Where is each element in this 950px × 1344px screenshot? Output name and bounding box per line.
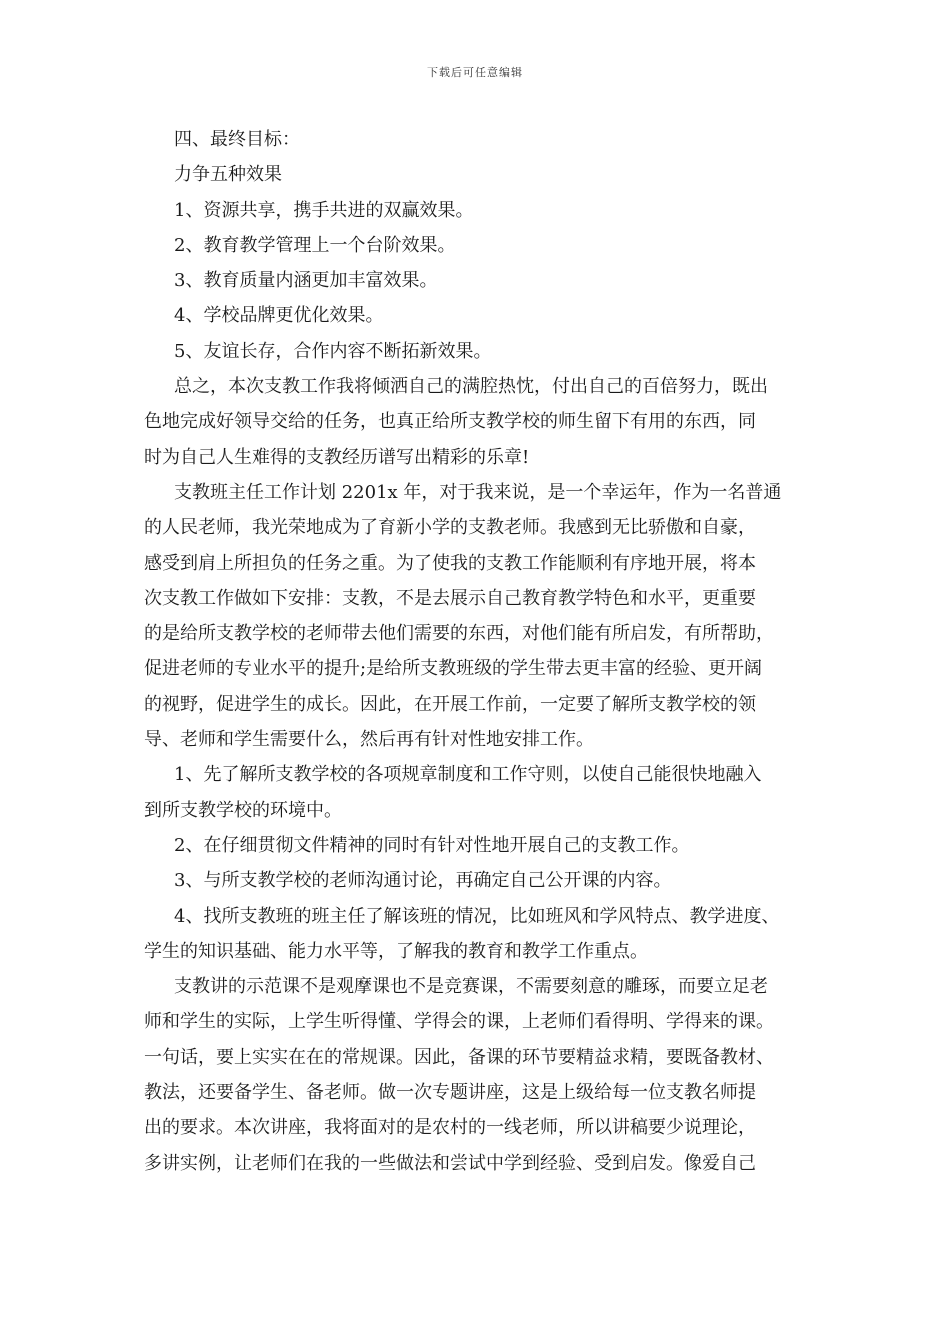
text-line: 4、学校品牌更优化效果。 (174, 305, 384, 327)
text-line: 2、在仔细贯彻文件精神的同时有针对性地开展自己的支教工作。 (174, 834, 690, 856)
text-line: 时为自己人生难得的支教经历谱写出精彩的乐章! (144, 446, 530, 468)
text-line: 力争五种效果 (174, 164, 282, 186)
text-line: 导、老师和学生需要什么，然后再有针对性地安排工作。 (144, 729, 594, 751)
text-line: 学生的知识基础、能力水平等，了解我的教育和教学工作重点。 (144, 940, 648, 962)
text-line: 2、教育教学管理上一个台阶效果。 (174, 234, 456, 256)
text-line: 3、教育质量内涵更加丰富效果。 (174, 270, 438, 292)
text-line: 感受到肩上所担负的任务之重。为了使我的支教工作能顺利有序地开展，将本 (144, 552, 756, 574)
text-line: 多讲实例，让老师们在我的一些做法和尝试中学到经验、受到启发。像爱自己 (144, 1152, 756, 1174)
text-line: 四、最终目标： (174, 129, 300, 150)
text-line: 总之，本次支教工作我将倾洒自己的满腔热忱，付出自己的百倍努力，既出 (174, 376, 768, 398)
text-line: 的人民老师，我光荣地成为了育新小学的支教老师。我感到无比骄傲和自豪， (144, 517, 756, 539)
text-line: 1、资源共享，携手共进的双赢效果。 (174, 199, 474, 221)
text-line: 3、与所支教学校的老师沟通讨论，再确定自己公开课的内容。 (174, 870, 672, 892)
text-line: 到所支教学校的环境中。 (144, 799, 342, 821)
text-line: 一句话，要上实实在在的常规课。因此，备课的环节要精益求精，要既备教材、 (144, 1046, 774, 1068)
text-line: 支教讲的示范课不是观摩课也不是竞赛课，不需要刻意的雕琢，而要立足老 (174, 976, 768, 998)
text-line: 的视野，促进学生的成长。因此，在开展工作前，一定要了解所支教学校的领 (144, 693, 756, 715)
text-line: 5、友谊长存，合作内容不断拓新效果。 (174, 340, 492, 362)
text-line: 的是给所支教学校的老师带去他们需要的东西，对他们能有所启发，有所帮助， (144, 623, 774, 645)
text-line: 教法，还要备学生、备老师。做一次专题讲座，这是上级给每一位支教名师提 (144, 1082, 756, 1104)
text-line: 1、先了解所支教学校的各项规章制度和工作守则，以使自己能很快地融入 (174, 764, 762, 786)
text-line: 促进老师的专业水平的提升;是给所支教班级的学生带去更丰富的经验、更开阔 (144, 658, 763, 680)
text-line: 出的要求。本次讲座，我将面对的是农村的一线老师，所以讲稿要少说理论， (144, 1117, 756, 1139)
page-header: 下载后可任意编辑 (427, 66, 523, 79)
text-line: 4、找所支教班的班主任了解该班的情况，比如班风和学风特点、教学进度、 (174, 905, 780, 927)
text-line: 次支教工作做如下安排：支教，不是去展示自己教育教学特色和水平，更重要 (144, 587, 756, 609)
text-line: 支教班主任工作计划 2201x 年，对于我来说，是一个幸运年，作为一名普通 (174, 481, 782, 503)
text-line: 师和学生的实际，上学生听得懂、学得会的课，上老师们看得明、学得来的课。 (144, 1011, 774, 1033)
document-body (144, 122, 824, 1181)
text-line: 色地完成好领导交给的任务，也真正给所支教学校的师生留下有用的东西，同 (144, 411, 756, 433)
